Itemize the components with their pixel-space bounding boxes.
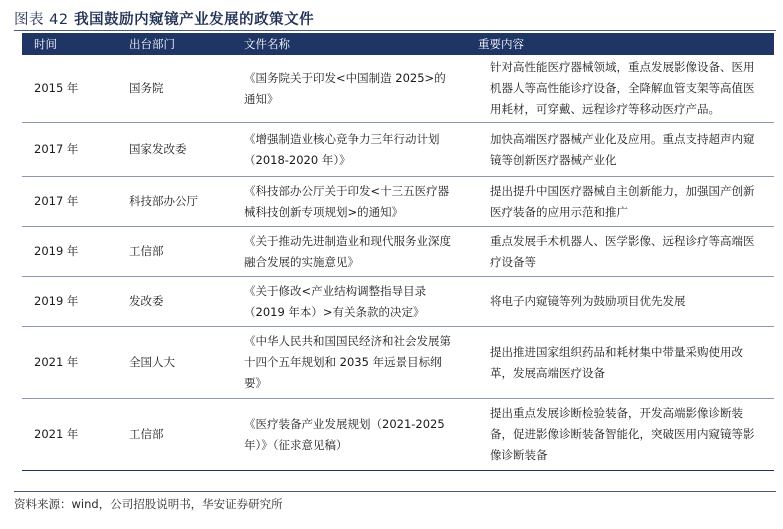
cell-year: 2019 年 [22, 227, 117, 277]
cell-department: 全国人大 [117, 327, 232, 399]
cell-department: 科技部办公厅 [117, 177, 232, 227]
cell-document: 《关于推动先进制造业和现代服务业深度融合发展的实施意见》 [232, 227, 466, 277]
cell-year: 2019 年 [22, 277, 117, 327]
source-divider [14, 491, 776, 492]
table-row [22, 327, 774, 399]
cell-document: 《医疗装备产业发展规划（2021-2025 年）》（征求意见稿） [232, 399, 466, 471]
header-document: 文件名称 [232, 33, 466, 55]
cell-department: 工信部 [117, 227, 232, 277]
figure-title-text: 我国鼓励内窥镜产业发展的政策文件 [74, 12, 315, 28]
cell-content: 重点发展手术机器人、医学影像、远程诊疗等高端医疗设备等 [466, 227, 774, 277]
cell-content: 加快高端医疗器械产业化及应用。重点支持超声内窥镜等创新医疗器械产业化 [466, 123, 774, 177]
cell-department: 发改委 [117, 277, 232, 327]
figure-title [14, 8, 314, 29]
table-row [22, 123, 774, 177]
cell-document: 《增强制造业核心竞争力三年行动计划（2018-2020 年）》 [232, 123, 466, 177]
cell-document: 《国务院关于印发<中国制造 2025>的通知》 [232, 55, 466, 123]
cell-content: 提出提升中国医疗器械自主创新能力，加强国产创新医疗装备的应用示范和推广 [466, 177, 774, 227]
header-content: 重要内容 [466, 33, 774, 55]
cell-department: 国务院 [117, 55, 232, 123]
cell-year: 2017 年 [22, 177, 117, 227]
source-note: 资料来源：wind，公司招股说明书，华安证券研究所 [14, 497, 283, 511]
cell-content: 针对高性能医疗器械领域，重点发展影像设备、医用机器人等高性能诊疗设备，全降解血管支架等高值医用耗材，可穿戴、远程诊疗等移动医疗产品。 [466, 55, 774, 123]
cell-document: 《关于修改<产业结构调整指导目录（2019 年本）>有关条款的决定》 [232, 277, 466, 327]
table-row [22, 399, 774, 471]
cell-year: 2021 年 [22, 399, 117, 471]
table-row [22, 55, 774, 123]
cell-year: 2017 年 [22, 123, 117, 177]
cell-content: 提出推进国家组织药品和耗材集中带量采购使用改革，发展高端医疗设备 [466, 327, 774, 399]
figure-label: 图表 42 [14, 12, 69, 28]
title-divider [14, 30, 776, 31]
table-row [22, 277, 774, 327]
policy-table [22, 33, 774, 471]
cell-document: 《科技部办公厅关于印发<十三五医疗器械科技创新专项规划>的通知》 [232, 177, 466, 227]
cell-department: 工信部 [117, 399, 232, 471]
table-row [22, 227, 774, 277]
cell-document: 《中华人民共和国国民经济和社会发展第十四个五年规划和 2035 年远景目标纲要》 [232, 327, 466, 399]
header-time: 时间 [22, 33, 117, 55]
cell-year: 2021 年 [22, 327, 117, 399]
cell-content: 提出重点发展诊断检验装备，开发高端影像诊断装备，促进影像诊断装备智能化，突破医用内窥镜等影像诊断装备 [466, 399, 774, 471]
cell-year: 2015 年 [22, 55, 117, 123]
table-header-row [22, 33, 774, 55]
table-row [22, 177, 774, 227]
cell-department: 国家发改委 [117, 123, 232, 177]
cell-content: 将电子内窥镜等列为鼓励项目优先发展 [466, 277, 774, 327]
header-department: 出台部门 [117, 33, 232, 55]
